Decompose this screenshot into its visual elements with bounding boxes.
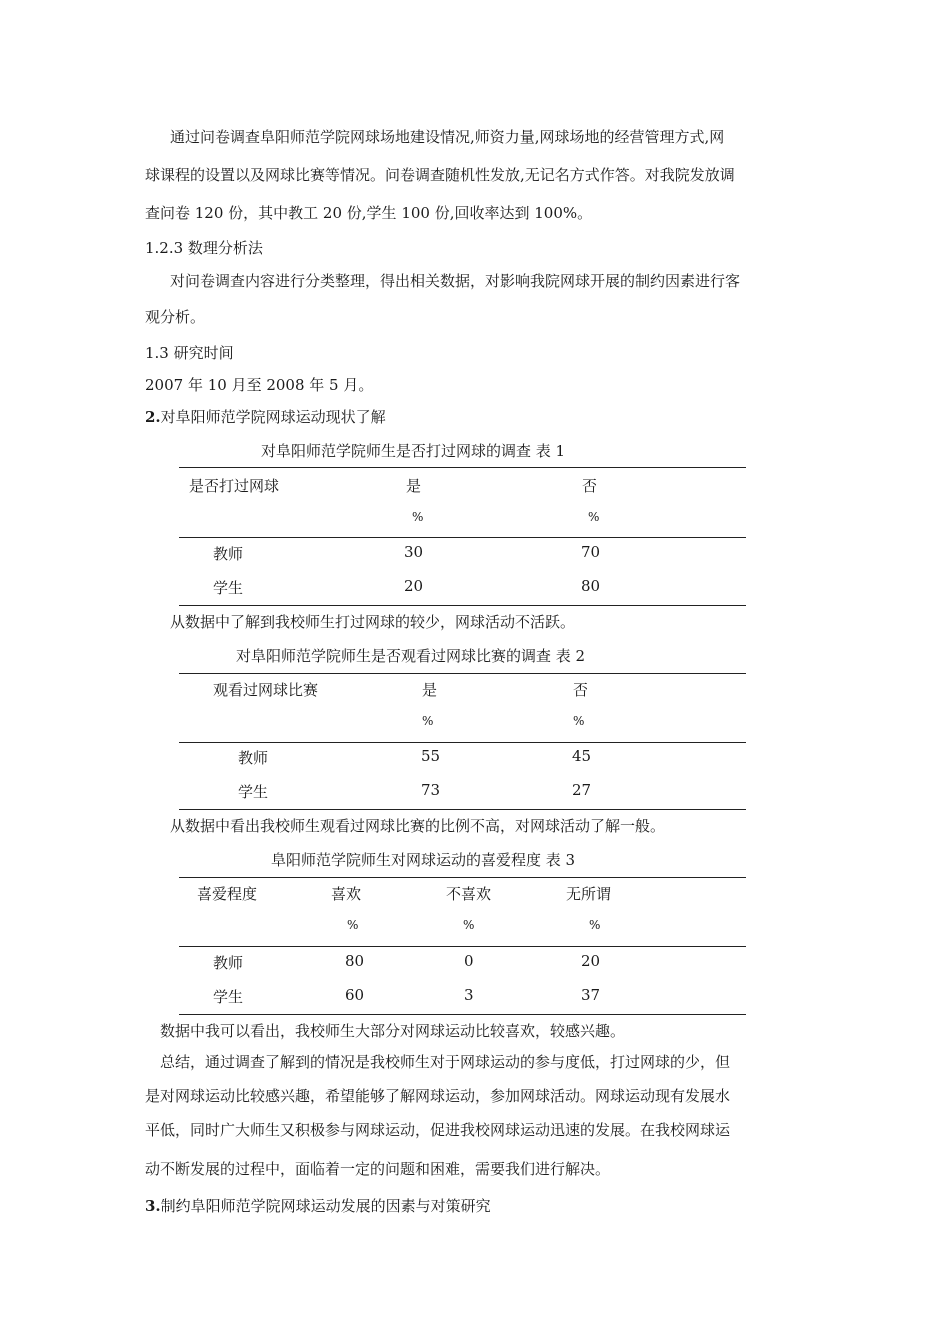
intro-line-3: 查问卷 120 份，其中教工 20 份,学生 100 份,回收率达到 100%。: [145, 204, 593, 222]
table-2-mid-rule: [179, 742, 746, 743]
section-3-title: 制约阜阳师范学院网球运动发展的因素与对策研究: [160, 1197, 491, 1215]
section-heading-1-2-3: 1.2.3 数理分析法: [145, 239, 263, 257]
table-2-row-label: 教师: [238, 749, 269, 767]
table-3-cell: 80: [345, 952, 365, 970]
table-3-cell: 20: [581, 952, 601, 970]
summary-line-2: 是对网球运动比较感兴趣，希望能够了解网球运动，参加网球活动。网球运动现有发展水: [145, 1087, 731, 1105]
section-heading-1-3: 1.3 研究时间: [145, 344, 234, 362]
table-1-row-label: 学生: [213, 579, 244, 597]
section-2-number: 2.: [145, 408, 161, 426]
table-3-top-rule: [179, 877, 746, 878]
table-3-cell: 3: [464, 986, 474, 1004]
table-3-header-indifferent: 无所谓: [566, 885, 612, 903]
table-1-note: 从数据中了解到我校师生打过网球的较少，网球活动不活跃。: [170, 613, 576, 631]
table-2-note: 从数据中看出我校师生观看过网球比赛的比例不高，对网球活动了解一般。: [170, 817, 666, 835]
summary-line-3: 平低，同时广大师生又积极参与网球运动，促进我校网球运动迅速的发展。在我校网球运: [145, 1121, 731, 1139]
table-3-unit-dislike: %: [463, 918, 475, 932]
section-3-number: 3.: [145, 1197, 161, 1215]
table-1-unit-no: %: [588, 510, 600, 524]
table-3-row-label: 教师: [213, 954, 244, 972]
table-2-cell: 55: [421, 747, 441, 765]
table-1-header-label: 是否打过网球: [189, 477, 280, 495]
table-3-unit-like: %: [347, 918, 359, 932]
method-line-1: 对问卷调查内容进行分类整理，得出相关数据，对影响我院网球开展的制约因素进行客: [170, 272, 741, 290]
method-line-2: 观分析。: [145, 308, 206, 326]
table-2-cell: 73: [421, 781, 441, 799]
table-1-bottom-rule: [179, 605, 746, 606]
table-2-row-label: 学生: [238, 783, 269, 801]
table-2-header-no: 否: [573, 681, 589, 699]
table-3-header-dislike: 不喜欢: [446, 885, 492, 903]
table-2-header-label: 观看过网球比赛: [213, 681, 319, 699]
table-1-cell: 70: [581, 543, 601, 561]
table-1-top-rule: [179, 467, 746, 468]
table-3-bottom-rule: [179, 1014, 746, 1015]
table-3-cell: 0: [464, 952, 474, 970]
summary-line-1: 总结，通过调查了解到的情况是我校师生对于网球运动的参与度低，打过网球的少，但: [160, 1053, 731, 1071]
intro-line-1: 通过问卷调查阜阳师范学院网球场地建设情况,师资力量,网球场地的经营管理方式,网: [170, 128, 725, 146]
research-time: 2007 年 10 月至 2008 年 5 月。: [145, 376, 374, 394]
table-1-caption: 对阜阳师范学院师生是否打过网球的调查 表 1: [261, 442, 566, 460]
table-1-header-yes: 是: [406, 477, 422, 495]
table-3-mid-rule: [179, 946, 746, 947]
table-3-header-like: 喜欢: [331, 885, 362, 903]
table-1-cell: 20: [404, 577, 424, 595]
table-1-cell: 80: [581, 577, 601, 595]
table-3-caption: 阜阳师范学院师生对网球运动的喜爱程度 表 3: [271, 851, 576, 869]
table-3-cell: 37: [581, 986, 601, 1004]
table-2-top-rule: [179, 673, 746, 674]
table-3-header-label: 喜爱程度: [197, 885, 258, 903]
table-2-bottom-rule: [179, 809, 746, 810]
table-2-unit-no: %: [573, 714, 585, 728]
section-heading-3: [145, 1195, 491, 1216]
table-1-mid-rule: [179, 537, 746, 538]
intro-line-2: 球课程的设置以及网球比赛等情况。问卷调查随机性发放,无记名方式作答。对我院发放调: [145, 166, 735, 184]
table-3-row-label: 学生: [213, 988, 244, 1006]
section-heading-2: [145, 406, 386, 427]
table-1-header-no: 否: [582, 477, 598, 495]
table-3-unit-indifferent: %: [589, 918, 601, 932]
summary-line-4: 动不断发展的过程中，面临着一定的问题和困难，需要我们进行解决。: [145, 1160, 611, 1178]
table-1-row-label: 教师: [213, 545, 244, 563]
table-3-note: 数据中我可以看出，我校师生大部分对网球运动比较喜欢，较感兴趣。: [160, 1022, 626, 1040]
table-2-cell: 27: [572, 781, 592, 799]
table-2-unit-yes: %: [422, 714, 434, 728]
table-1-cell: 30: [404, 543, 424, 561]
table-3-cell: 60: [345, 986, 365, 1004]
table-2-caption: 对阜阳师范学院师生是否观看过网球比赛的调查 表 2: [236, 647, 586, 665]
section-2-title: 对阜阳师范学院网球运动现状了解: [160, 408, 386, 426]
table-2-cell: 45: [572, 747, 592, 765]
table-1-unit-yes: %: [412, 510, 424, 524]
table-2-header-yes: 是: [422, 681, 438, 699]
